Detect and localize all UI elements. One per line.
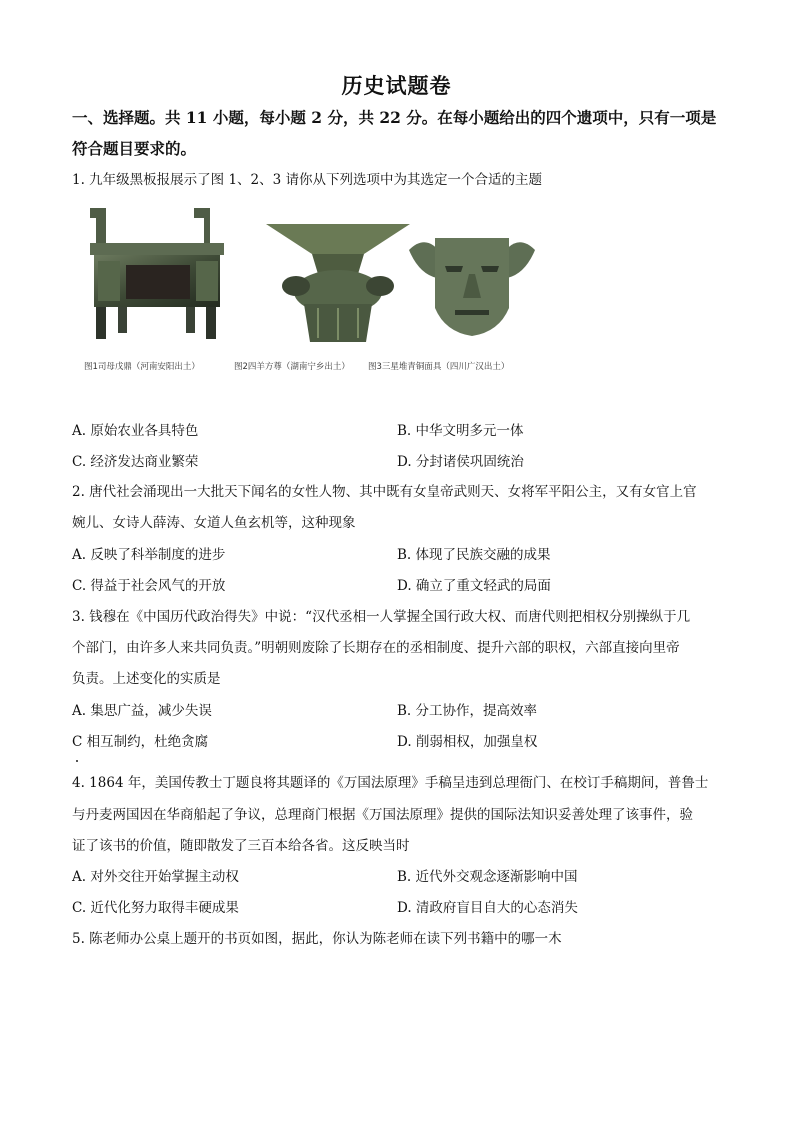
q1-stem: 1. 九年级黑板报展示了图 1、2、3 请你从下列选项中为其选定一个合适的主题 <box>72 172 543 188</box>
stray-mark <box>76 760 78 762</box>
q2-option-a[interactable]: A. 反映了科举制度的进步 <box>72 547 226 563</box>
q1-option-b[interactable]: B. 中华文明多元一体 <box>397 423 524 439</box>
page-title: 历史试题卷 <box>341 73 452 98</box>
q1-option-d[interactable]: D. 分封诸侯巩固统治 <box>397 454 524 470</box>
q4-option-d[interactable]: D. 清政府盲目自大的心态消失 <box>397 900 578 916</box>
figure2-caption: 图2四羊方尊（湖南宁乡出土） <box>234 362 350 372</box>
mask-image <box>407 228 537 340</box>
q4-stem-line1: 4. 1864 年，美国传教士丁题良将其题译的《万国法原理》手稿呈违到总理衙门、在校订手稿期间，普鲁士 <box>72 775 709 791</box>
ding-image <box>82 205 230 345</box>
section-heading-line2: 符合题目要求的。 <box>72 139 197 158</box>
q3-stem-line3: 负责。上述变化的实质是 <box>72 671 221 687</box>
q3-option-a[interactable]: A. 集思广益，减少失误 <box>72 703 212 719</box>
q2-stem-line1: 2. 唐代社会涌现出一大批天下闻名的女性人物、其中既有女皇帝武则天、女将军平阳公主，又有女官上官 <box>72 484 697 500</box>
q1-figures <box>82 200 542 385</box>
q1-option-a[interactable]: A. 原始农业各具特色 <box>72 423 199 439</box>
q3-option-b[interactable]: B. 分工协作，提高效率 <box>397 703 538 719</box>
q4-stem-line2: 与丹麦两国因在华商船起了争议，总理商门根据《万国法原理》提供的国际法知识妥善处理了该事件，验 <box>72 807 693 823</box>
zun-image <box>262 220 414 348</box>
q5-stem: 5. 陈老师办公桌上题开的书页如图，据此，你认为陈老师在读下列书籍中的哪一木 <box>72 931 562 947</box>
q2-option-d[interactable]: D. 确立了重文轻武的局面 <box>397 578 551 594</box>
q4-option-a[interactable]: A. 对外交往开始掌握主动权 <box>72 869 239 885</box>
figure1-caption: 图1司母戊鼎（河南安阳出土） <box>84 362 200 372</box>
q3-stem-line2: 个部门，由许多人来共同负责。”明朝则废除了长期存在的丞相制度、提升六部的职权，六部直接向里帝 <box>72 640 680 656</box>
q2-option-b[interactable]: B. 体现了民族交融的成果 <box>397 547 551 563</box>
q4-option-b[interactable]: B. 近代外交观念逐渐影响中国 <box>397 869 578 885</box>
q3-option-c[interactable]: C 相互制约，杜绝贪腐 <box>72 734 209 750</box>
q2-option-c[interactable]: C. 得益于社会风气的开放 <box>72 578 226 594</box>
q3-stem-line1: 3. 钱穆在《中国历代政治得失》中说：“汉代丞相一人掌握全国行政大权、而唐代则把相权分别操纵于几 <box>72 609 691 625</box>
q4-stem-line3: 证了该书的价值，随即散发了三百本给各省。这反映当时 <box>72 838 410 854</box>
q1-option-c[interactable]: C. 经济发达商业繁荣 <box>72 454 199 470</box>
section-heading-line1: 一、选择题。共 11 小题，每小题 2 分，共 22 分。在每小题给出的四个遗项中，只有一项是 <box>72 108 717 127</box>
q4-option-c[interactable]: C. 近代化努力取得丰硬成果 <box>72 900 239 916</box>
q3-option-d[interactable]: D. 削弱相权，加强皇权 <box>397 734 538 750</box>
q2-stem-line2: 婉儿、女诗人薛涛、女道人鱼玄机等，这种现象 <box>72 515 356 531</box>
figure3-caption: 图3三星堆青铜面具（四川广汉出土） <box>368 362 510 372</box>
